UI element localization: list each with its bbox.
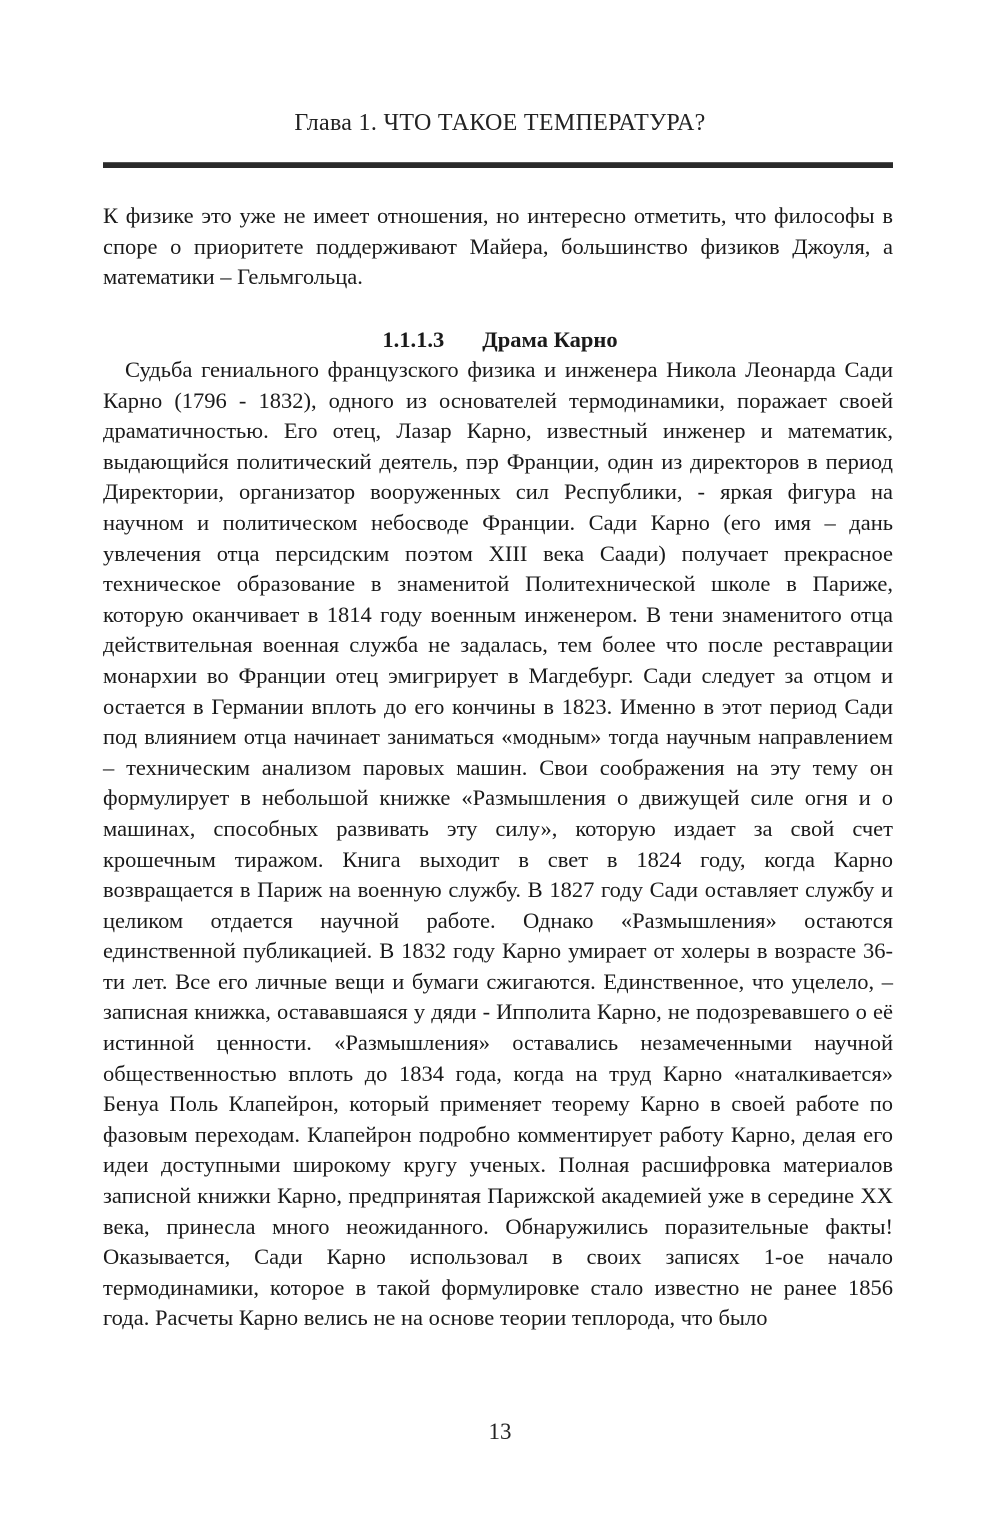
intro-paragraph: К физике это уже не имеет отношения, но интересно отметить, что философы в споре о приоритете поддерживают Майера, большинство физиков Джоуля, а математики – Гельмгольца. xyxy=(103,203,893,290)
section-title: Драма Карно xyxy=(482,327,618,352)
section-heading xyxy=(0,325,1000,355)
running-head: Глава 1. ЧТО ТАКОЕ ТЕМПЕРАТУРА? xyxy=(294,110,706,136)
section-number: 1.1.1.3 xyxy=(382,327,445,352)
page-number: 13 xyxy=(488,1419,512,1444)
header-rule xyxy=(103,162,893,168)
body-paragraph: Судьба гениального французского физика и инженера Никола Леонарда Сади Карно (1796 - 1832), одного из основателей термодинамики, поражает своей драматичностью. Его отец, Лазар Карно, известный инженер и математик, выдающийся политический деятель, пэр Франции, один из директоров в период Директории, организатор вооруженных сил Республики, - яркая фигура на научном и политическом небосводе Франции. Сади Карно (его имя – дань увлечения отца персидским поэтом XIII века Саади) получает прекрасное техническое образование в знаменитой Политехнической школе в Париже, которую оканчивает в 1814 году военным инженером. В тени знаменитого отца действительная военная служба не задалась, тем более что после реставрации монархии во Франции отец эмигрирует в Магдебург. Сади следует за отцом и остается в Германии вплоть до его кончины в 1823. Именно в этот период Сади под влиянием отца начинает заниматься «модным» тогда научным направлением – техническим анализом паровых машин. Свои соображения на эту тему он формулирует в небольшой книжке «Размышления о движущей силе огня и о машинах, способных развивать эту силу», которую издает за свой счет крошечным тиражом. Книга выходит в свет в 1824 году, когда Карно возвращается в Париж на военную службу. В 1827 году Сади оставляет службу и целиком отдается научной работе. Однако «Размышления» остаются единственной публикацией. В 1832 году Карно умирает от холеры в возрасте 36-ти лет. Все его личные вещи и бумаги сжигаются. Единственное, что уцелело, – записная книжка, остававшаяся у дяди - Ипполита Карно, не подозревавшего о её истинной ценности. «Размышления» оставались незамеченными научной общественностью вплоть до 1834 года, когда на труд Карно «наталкивается» Бенуа Поль Клапейрон, который применяет теорему Карно в своей работе по фазовым переходам. Клапейрон подробно комментирует работу Карно, делая его идеи доступными широкому кругу ученых. Полная расшифровка материалов записной книжки Карно, предпринятая Парижской академией уже в середине XX века, принесла много неожиданного. Обнаружились поразительные факты! Оказывается, Сади Карно использовал в своих записях 1-ое начало термодинамики, которое в такой формулировке стало известно не ранее 1856 года. Расчеты Карно велись не на основе теории теплорода, что было xyxy=(103,357,893,1331)
intro-text xyxy=(103,201,893,293)
section-body xyxy=(103,355,893,1334)
